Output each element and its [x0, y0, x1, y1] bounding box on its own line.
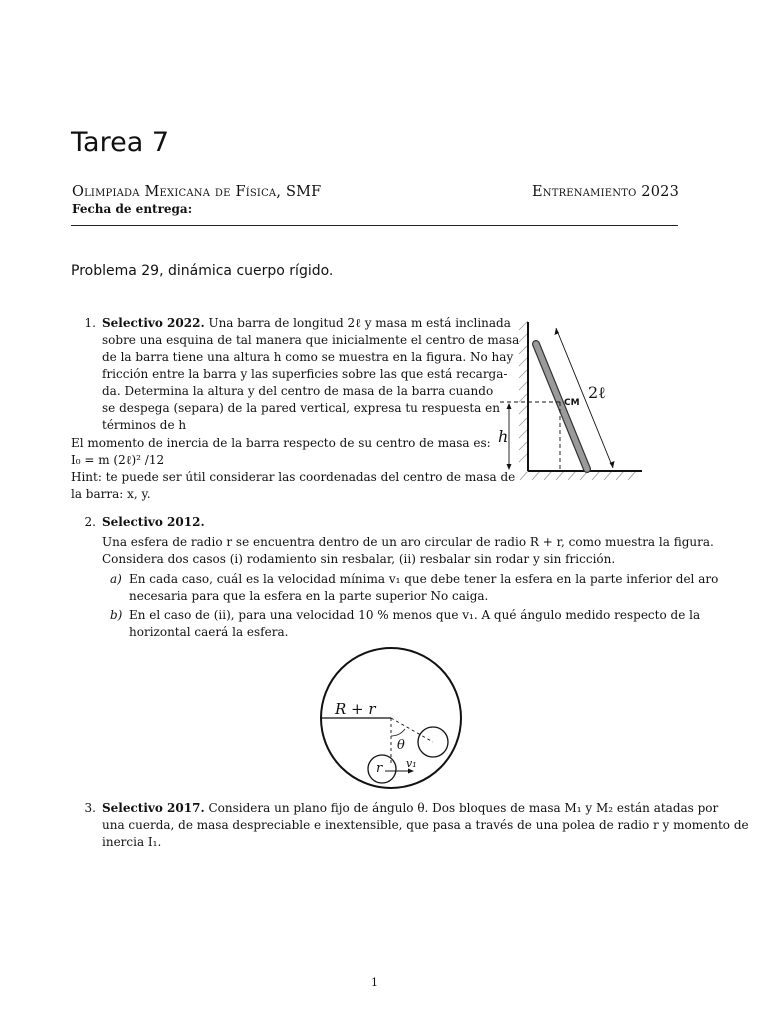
problem-heading: Problema 29, dinámica cuerpo rígido.	[71, 263, 334, 279]
q2-part-a-line-1: En cada caso, cuál es la velocidad mínima v₁ que debe tener la esfera en la parte inferior del aro	[129, 572, 719, 586]
q2-label: Selectivo 2012.	[102, 515, 205, 529]
q2-text	[102, 534, 714, 568]
q2-label-line	[102, 514, 205, 531]
q1-line-5: da. Determina la altura y del centro de masa de la barra cuando	[102, 384, 494, 398]
small-radius-label: r	[376, 761, 383, 776]
q1-extra-1: El momento de inercia de la barra respecto de su centro de masa es:	[71, 436, 491, 450]
q2-part-b-line-2: horizontal caerá la esfera.	[129, 625, 289, 639]
q3-line-2: una cuerda, de masa despreciable e inextensible, que pasa a través de una polea de radio r y momento de	[102, 818, 749, 832]
q1-line-3: de la barra tiene una altura h como se muestra en la figura. No hay	[102, 350, 514, 364]
theta-label: θ	[397, 738, 405, 753]
q1-line-6: se despega (separa) de la pared vertical, expresa tu respuesta en	[102, 401, 500, 415]
header-training: Entrenamiento 2023	[531, 184, 679, 200]
q2-hoop-figure	[315, 643, 470, 795]
q2-part-a-mark: a)	[110, 572, 122, 586]
q1-extra	[71, 435, 516, 503]
q3-number: 3.	[84, 801, 96, 815]
q2-part-b-line-1: En el caso de (ii), para una velocidad 10 % menos que v₁. A qué ángulo medido respecto de la	[129, 608, 701, 622]
q2-line-1: Una esfera de radio r se encuentra dentro de un aro circular de radio R + r, como muestra la figura.	[102, 535, 714, 549]
q2-number: 2.	[84, 515, 96, 529]
q1-inertia-formula: I₀ = m (2ℓ)² /12	[71, 453, 165, 467]
length-label: 2ℓ	[588, 383, 606, 402]
big-radius-label: R + r	[335, 700, 376, 718]
q1-line-1: Una barra de longitud 2ℓ y masa m está inclinada	[208, 316, 511, 330]
q3-line-1: Considera un plano fijo de ángulo θ. Dos bloques de masa M₁ y M₂ están atadas por	[208, 801, 719, 815]
page-number: 1	[371, 976, 378, 989]
header-rule	[71, 225, 678, 226]
cm-label: CM	[564, 398, 580, 408]
q1-line-4: fricción entre la barra y las superficies sobre las que está recarga-	[102, 367, 508, 381]
q1-hint-1: Hint: te puede ser útil considerar las coordenadas del centro de masa de	[71, 470, 516, 484]
q1-bar-figure	[490, 318, 650, 483]
header-organization: Olimpiada Mexicana de Física, SMF	[72, 184, 322, 200]
q1-line-7: términos de h	[102, 418, 187, 432]
q2-part-a	[129, 571, 719, 605]
q3-label: Selectivo 2017.	[102, 801, 205, 815]
q2-part-a-line-2: necesaria para que la esfera en la parte superior No caiga.	[129, 589, 489, 603]
velocity-label: v₁	[406, 757, 417, 770]
document-title: Tarea 7	[71, 127, 169, 158]
theta-arc	[391, 729, 405, 736]
q3-line-3: inercia I₁.	[102, 835, 162, 849]
wall-hatching	[519, 321, 528, 462]
q2-part-b-mark: b)	[110, 608, 123, 622]
floor-hatching	[520, 471, 636, 480]
q1-text	[102, 315, 520, 434]
q1-line-2: sobre una esquina de tal manera que inicialmente el centro de masa	[102, 333, 520, 347]
q1-hint-2: la barra: x, y.	[71, 487, 151, 501]
q1-number: 1.	[84, 316, 96, 330]
due-date-label: Fecha de entrega:	[72, 202, 193, 216]
height-label: h	[498, 427, 509, 446]
q2-part-b	[129, 607, 701, 641]
q1-label: Selectivo 2022.	[102, 316, 205, 330]
q3-text	[102, 800, 749, 851]
q2-line-2: Considera dos casos (i) rodamiento sin resbalar, (ii) resbalar sin rodar y sin fricción.	[102, 552, 616, 566]
